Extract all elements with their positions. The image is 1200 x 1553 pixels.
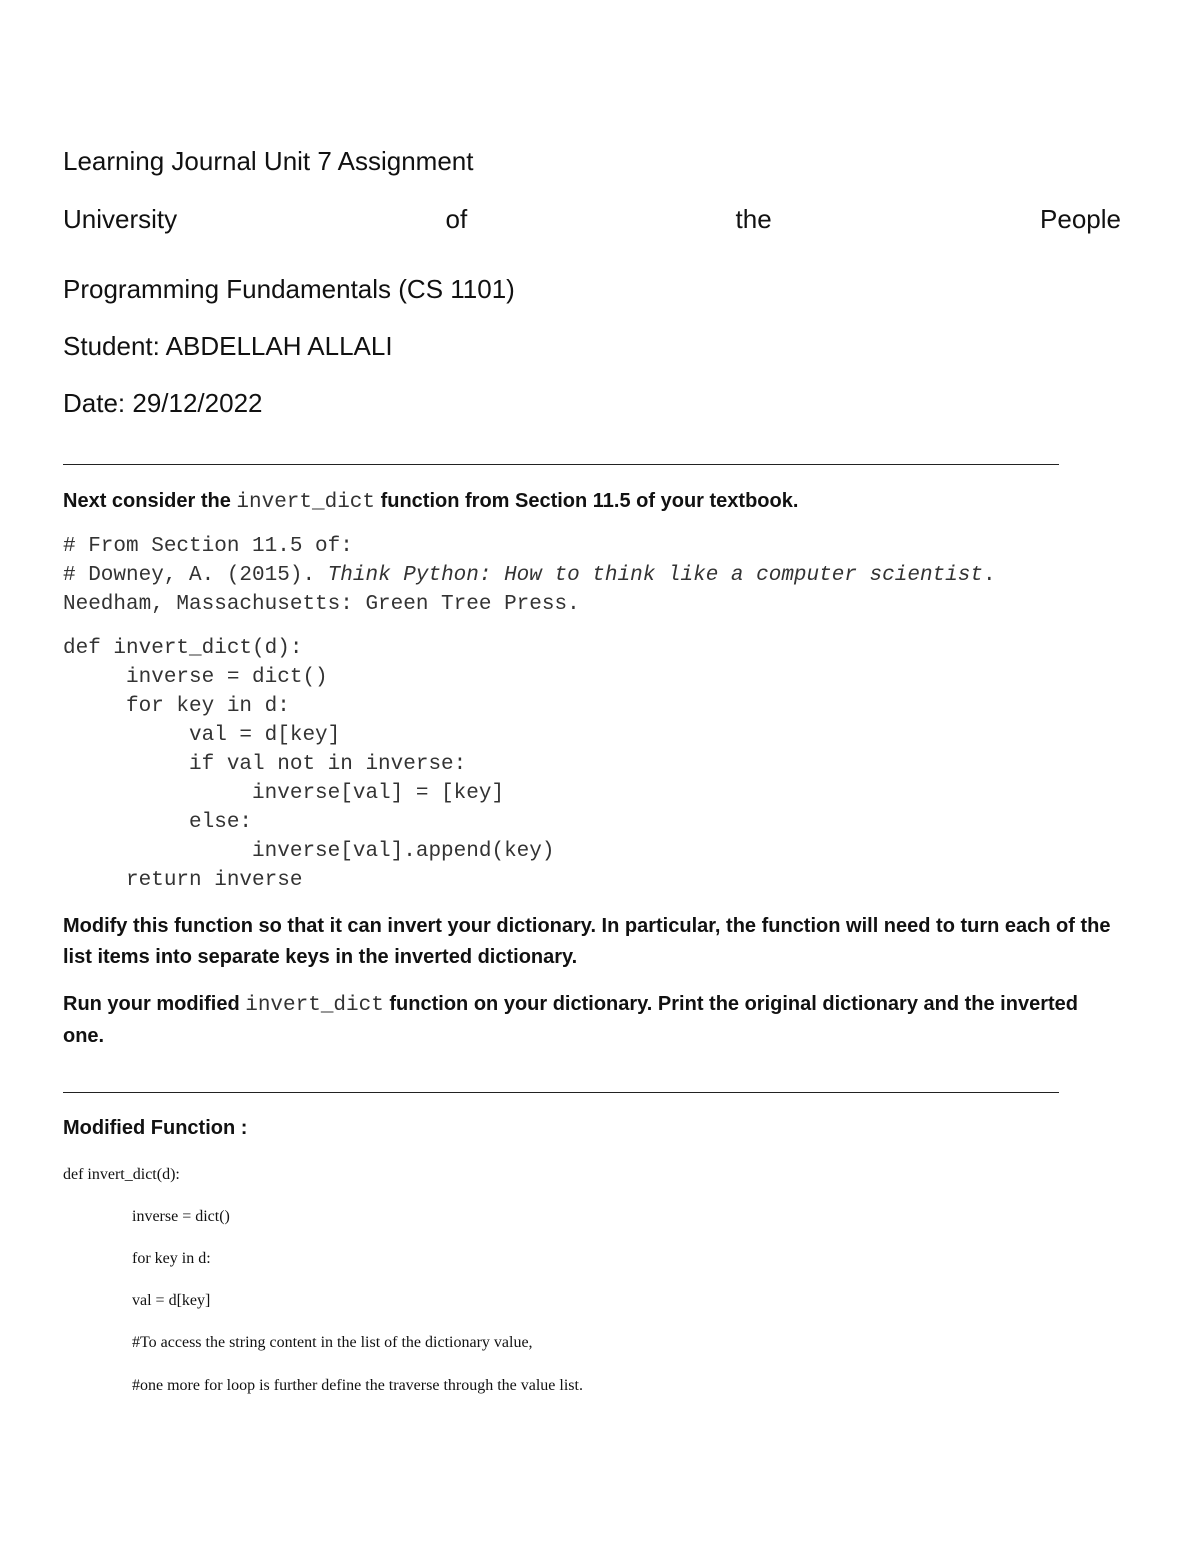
reference-book-title: Think Python: How to think like a computer scientist — [327, 564, 983, 587]
document-title: Learning Journal Unit 7 Assignment — [63, 146, 474, 176]
instruction-2-code: invert_dict — [245, 994, 384, 1017]
reference-block — [63, 532, 996, 619]
code-line: def invert_dict(d): — [63, 637, 303, 660]
university-word-4: People — [1040, 204, 1121, 234]
university-word-2: of — [445, 204, 468, 234]
reference-line-1: # From Section 11.5 of: — [63, 535, 353, 558]
instruction-2-after: function on your dictionary. Print the original dictionary and the inverted one. — [63, 993, 1078, 1047]
divider-bottom — [63, 1092, 1059, 1093]
university-word-3: the — [735, 204, 772, 234]
code-line: if val not in inverse: — [63, 753, 467, 776]
code-line: else: — [63, 811, 253, 834]
code-line: inverse[val] = [key] — [63, 782, 505, 805]
code-line: inverse[val].append(key) — [63, 840, 555, 863]
university-word-1: University — [63, 204, 178, 234]
reference-line-3: Needham, Massachusetts: Green Tree Press. — [63, 593, 580, 616]
code-line: for key in d: — [63, 695, 290, 718]
code-line: val = d[key] — [63, 724, 341, 747]
instruction-paragraph-1: Modify this function so that it can invert your dictionary. In particular, the function will need to turn each of the list items into separate keys in the inverted dictionary. — [63, 915, 1111, 968]
modified-code-line: def invert_dict(d): — [63, 1166, 180, 1183]
reference-line-2-prefix: # Downey, A. (2015). — [63, 564, 328, 587]
course-name: Programming Fundamentals (CS 1101) — [63, 274, 515, 304]
modified-code-comment: #To access the string content in the list of the dictionary value, — [132, 1334, 533, 1351]
code-line: inverse = dict() — [63, 666, 328, 689]
modified-code-line: inverse = dict() — [132, 1208, 230, 1225]
document-date: Date: 29/12/2022 — [63, 388, 263, 418]
intro-text-after: function from Section 11.5 of your textbook. — [375, 490, 799, 512]
code-line: return inverse — [63, 869, 303, 892]
instruction-2-before: Run your modified — [63, 993, 246, 1015]
modified-code-line: for key in d: — [132, 1250, 211, 1267]
intro-text-before: Next consider the — [63, 490, 237, 512]
intro-paragraph — [63, 486, 1123, 518]
university-line — [63, 204, 1121, 234]
modified-code-line: val = d[key] — [132, 1292, 211, 1309]
modified-code-comment: #one more for loop is further define the traverse through the value list. — [132, 1377, 583, 1394]
modified-heading: Modified Function : — [63, 1117, 248, 1139]
divider-top — [63, 464, 1059, 465]
reference-line-2-suffix: . — [982, 564, 996, 587]
original-code-block — [63, 634, 554, 895]
instruction-paragraph-2 — [63, 989, 1123, 1052]
student-name: Student: ABDELLAH ALLALI — [63, 331, 393, 361]
intro-code: invert_dict — [236, 491, 376, 514]
